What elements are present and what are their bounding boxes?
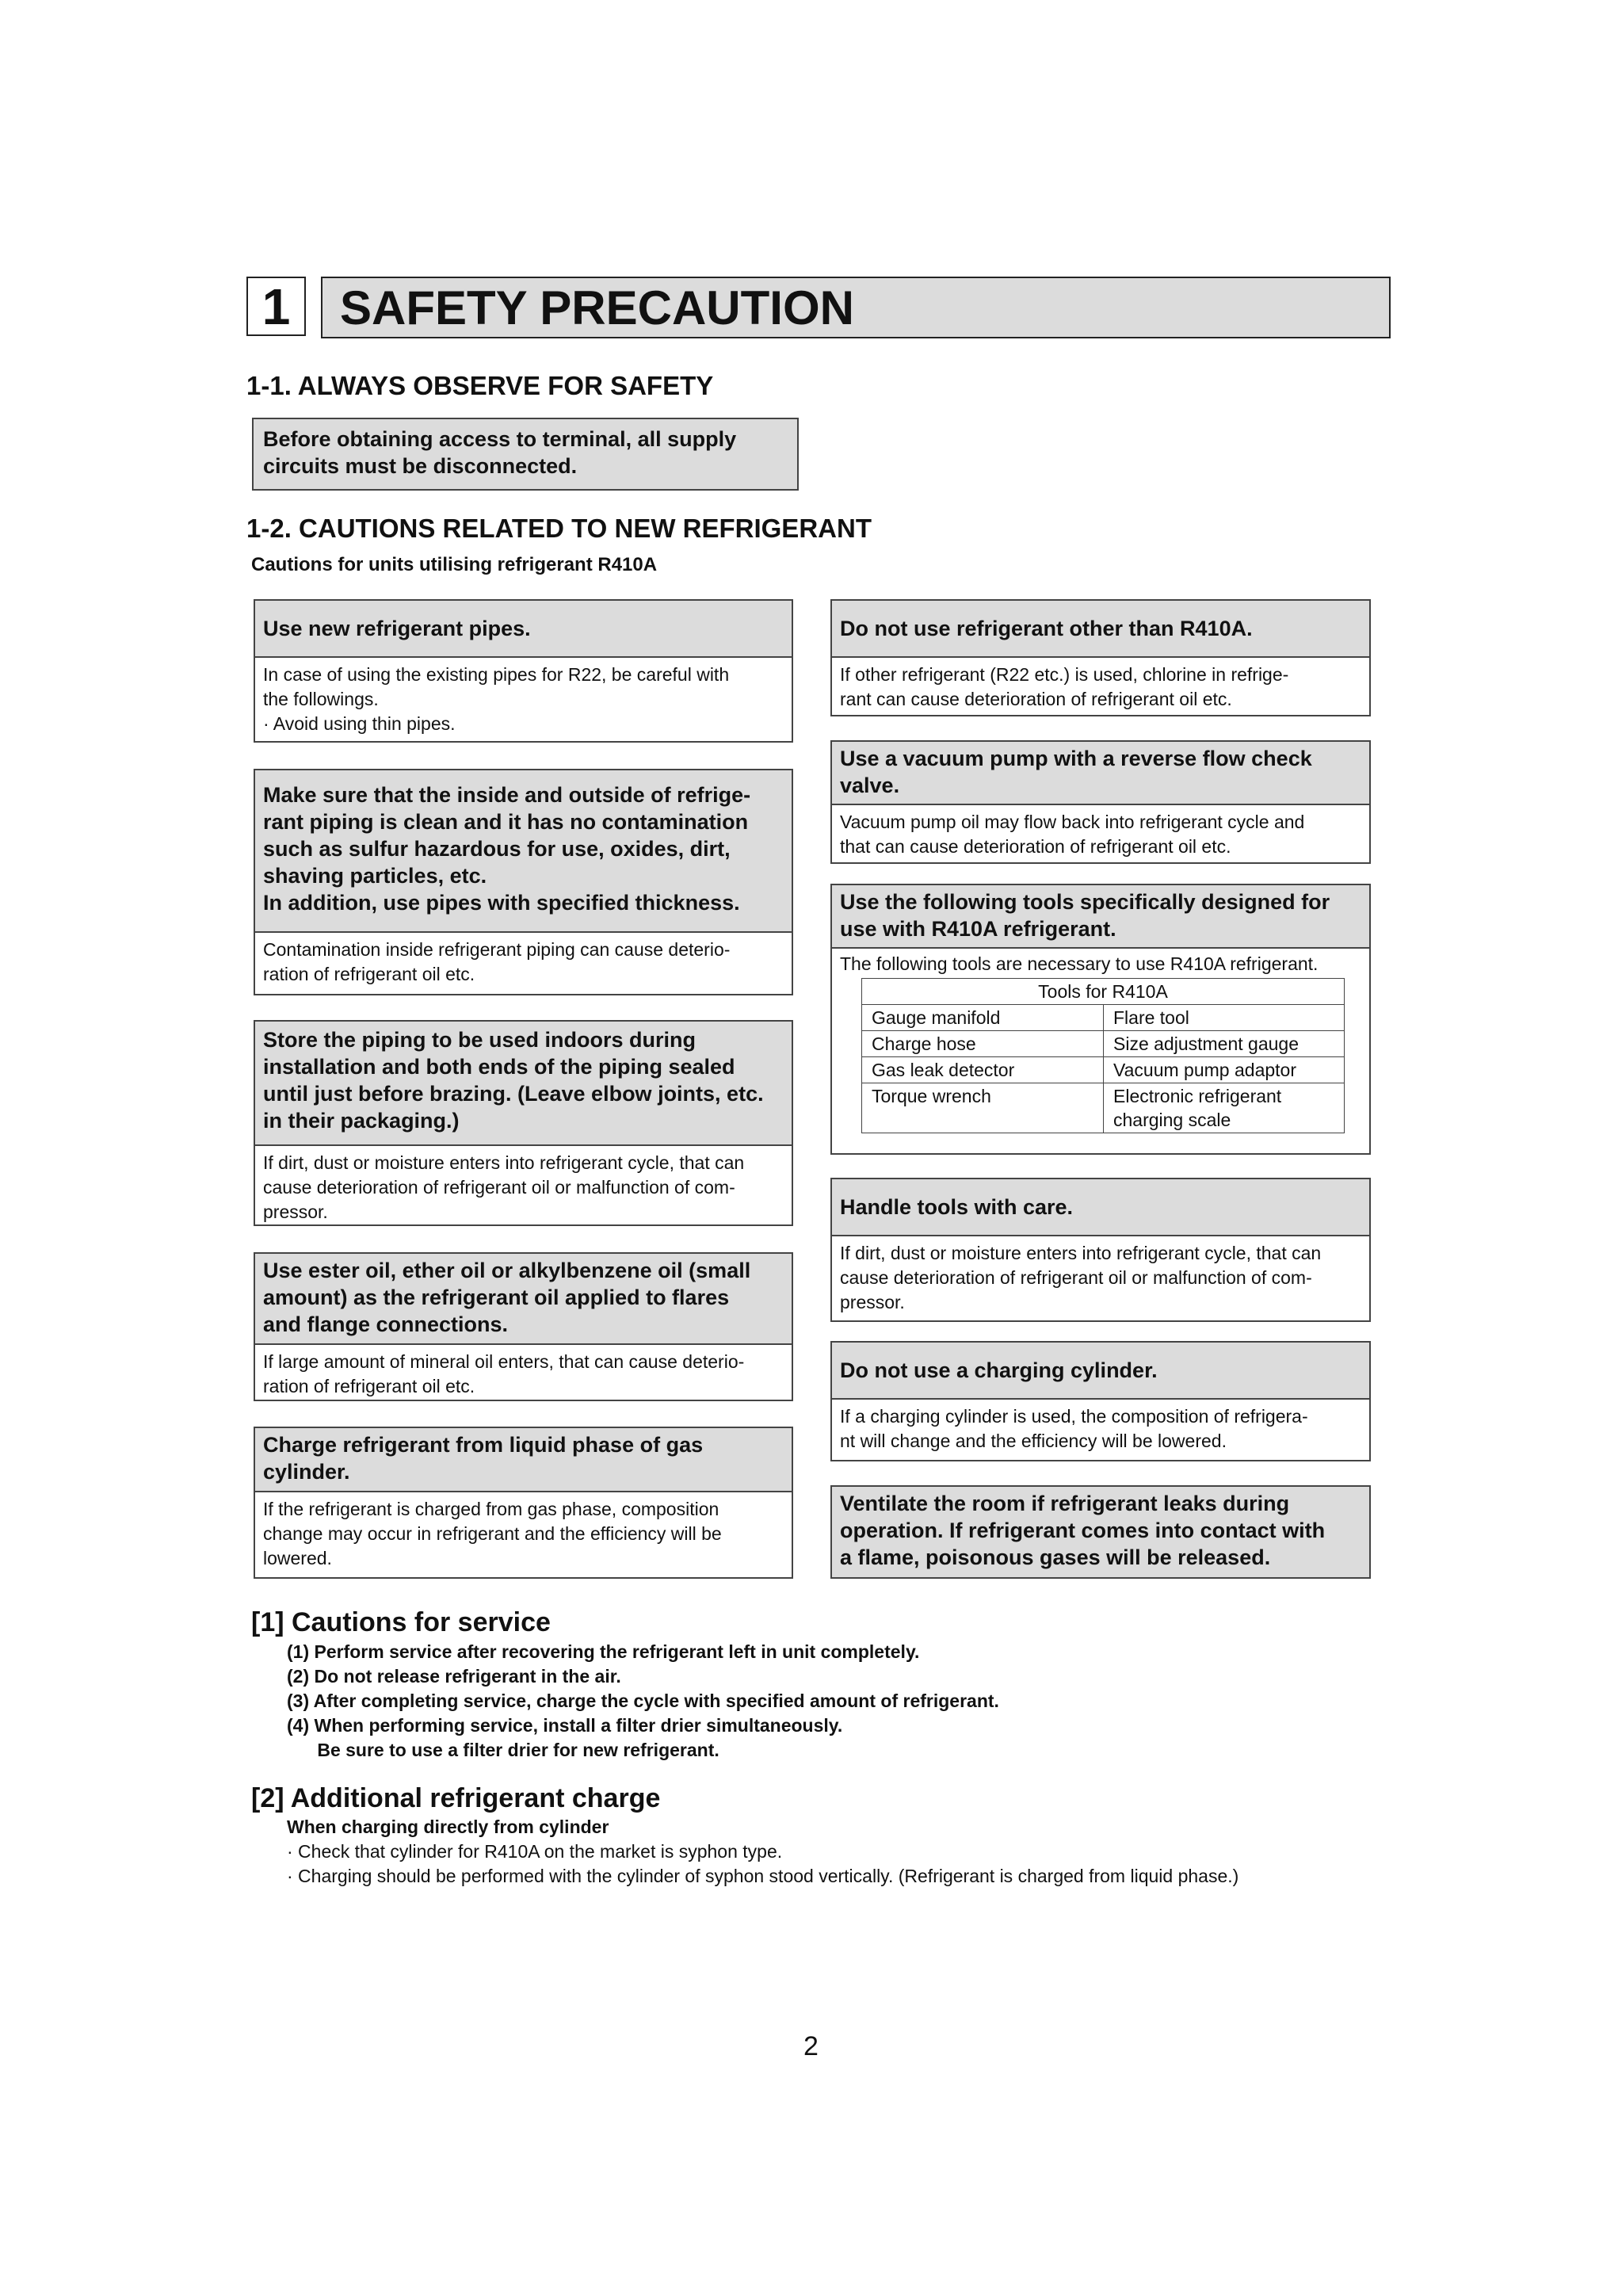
table-cell: Gauge manifold — [862, 1005, 1104, 1031]
table-row — [862, 1057, 1345, 1083]
list-item: (4) When performing service, install a filter drier simultaneously. — [287, 1715, 843, 1736]
caution-box-head: Do not use refrigerant other than R410A. — [832, 601, 1369, 658]
caution-box-body: Vacuum pump oil may flow back into refrigerant cycle and that can cause deterioration of refrigerant oil etc. — [840, 812, 1305, 857]
section-2-subheading: Cautions for units utilising refrigerant R410A — [251, 554, 658, 575]
caution-box-new-pipes — [254, 599, 793, 743]
caution-box-body: If dirt, dust or moisture enters into refrigerant cycle, that can cause deterioration of refrigerant oil or malfunction of com- pressor. — [840, 1243, 1322, 1312]
caution-box-r410a-only — [830, 599, 1371, 716]
caution-box-head: Use the following tools specifically designed for use with R410A refrigerant. — [832, 885, 1369, 949]
section-1-heading: 1-1. ALWAYS OBSERVE FOR SAFETY — [246, 371, 714, 400]
table-cell: Flare tool — [1104, 1005, 1345, 1031]
service-list — [287, 1640, 999, 1763]
list-item: (1) Perform service after recovering the refrigerant left in unit completely. — [287, 1641, 920, 1662]
caution-box-body: In case of using the existing pipes for R22, be careful with the followings. · Avoid using thin pipes. — [263, 664, 730, 734]
caution-box-body: If a charging cylinder is used, the composition of refrigera- nt will change and the efficiency will be lowered. — [840, 1406, 1308, 1451]
caution-box-tools — [830, 884, 1371, 1155]
caution-box-head: Handle tools with care. — [832, 1179, 1369, 1236]
caution-box-head: Do not use a charging cylinder. — [832, 1343, 1369, 1400]
charge-section-title: [2] Additional refrigerant charge — [251, 1783, 661, 1813]
caution-box-body: If large amount of mineral oil enters, that can cause deterio- ration of refrigerant oil etc. — [263, 1351, 745, 1396]
table-cell: Electronic refrigerant charging scale — [1104, 1083, 1345, 1133]
table-cell: Vacuum pump adaptor — [1104, 1057, 1345, 1083]
chapter-number: 1 — [246, 277, 306, 336]
caution-box-head: Use ester oil, ether oil or alkylbenzene oil (small amount) as the refrigerant oil applied to flares and flange connections. — [255, 1254, 792, 1345]
table-row — [862, 1005, 1345, 1031]
safety-notice-box: Before obtaining access to terminal, all supply circuits must be disconnected. — [252, 418, 799, 491]
caution-box-body: The following tools are necessary to use R410A refrigerant. — [840, 953, 1319, 974]
caution-box-liquid-phase — [254, 1427, 793, 1579]
table-row — [862, 1083, 1345, 1133]
caution-box-charging-cylinder — [830, 1341, 1371, 1461]
table-cell: Charge hose — [862, 1031, 1104, 1057]
caution-box-head: Use new refrigerant pipes. — [255, 601, 792, 658]
caution-box-handle-tools — [830, 1178, 1371, 1322]
list-item: · Charging should be performed with the cylinder of syphon stood vertically. (Refrigerant is charged from liquid phase.) — [287, 1866, 1239, 1886]
caution-box-head: Charge refrigerant from liquid phase of gas cylinder. — [255, 1428, 792, 1492]
caution-box-head: Use a vacuum pump with a reverse flow check valve. — [832, 742, 1369, 805]
table-cell: Gas leak detector — [862, 1057, 1104, 1083]
table-cell: Torque wrench — [862, 1083, 1104, 1133]
table-row — [862, 1031, 1345, 1057]
caution-box-head: Ventilate the room if refrigerant leaks during operation. If refrigerant comes into contact with a flame, poisonous gases will be released. — [832, 1487, 1369, 1577]
tools-table — [861, 978, 1345, 1133]
tools-table-caption: Tools for R410A — [862, 979, 1345, 1005]
caution-box-head: Store the piping to be used indoors during installation and both ends of the piping sealed until just before brazing. (Leave elbow joints, etc. in their packaging.) — [255, 1022, 792, 1146]
caution-box-body: Contamination inside refrigerant piping can cause deterio- ration of refrigerant oil etc. — [263, 939, 731, 984]
chapter-title: SAFETY PRECAUTION — [321, 277, 1391, 338]
caution-box-body: If dirt, dust or moisture enters into refrigerant cycle, that can cause deterioration of refrigerant oil or malfunction of com- pressor. — [263, 1152, 745, 1222]
list-item: (3) After completing service, charge the cycle with specified amount of refrigerant. — [287, 1690, 999, 1711]
table-cell: Size adjustment gauge — [1104, 1031, 1345, 1057]
caution-box-vacuum-pump — [830, 740, 1371, 864]
caution-box-ventilate — [830, 1485, 1371, 1579]
charge-subtitle: When charging directly from cylinder — [287, 1817, 609, 1837]
caution-box-refrigerant-oil — [254, 1252, 793, 1401]
caution-box-body: If the refrigerant is charged from gas phase, composition change may occur in refrigerant and the efficiency will be lowered. — [263, 1499, 722, 1568]
charge-list — [287, 1815, 1238, 1889]
list-item: (2) Do not release refrigerant in the air. — [287, 1666, 621, 1687]
caution-box-head: Make sure that the inside and outside of refrige- rant piping is clean and it has no contamination such as sulfur hazardous for use, oxides, dirt, shaving particles, etc. In addition, use pipes with specified thickness. — [255, 770, 792, 933]
caution-box-store-piping — [254, 1020, 793, 1226]
section-2-heading: 1-2. CAUTIONS RELATED TO NEW REFRIGERANT — [246, 514, 872, 543]
caution-box-clean-piping — [254, 769, 793, 995]
caution-box-body: If other refrigerant (R22 etc.) is used, chlorine in refrige- rant can cause deterioration of refrigerant oil etc. — [840, 664, 1289, 709]
service-section-title: [1] Cautions for service — [251, 1607, 551, 1637]
list-item: · Check that cylinder for R410A on the market is syphon type. — [287, 1841, 783, 1862]
list-item: Be sure to use a filter drier for new refrigerant. — [287, 1740, 719, 1760]
page-number: 2 — [803, 2031, 819, 2061]
